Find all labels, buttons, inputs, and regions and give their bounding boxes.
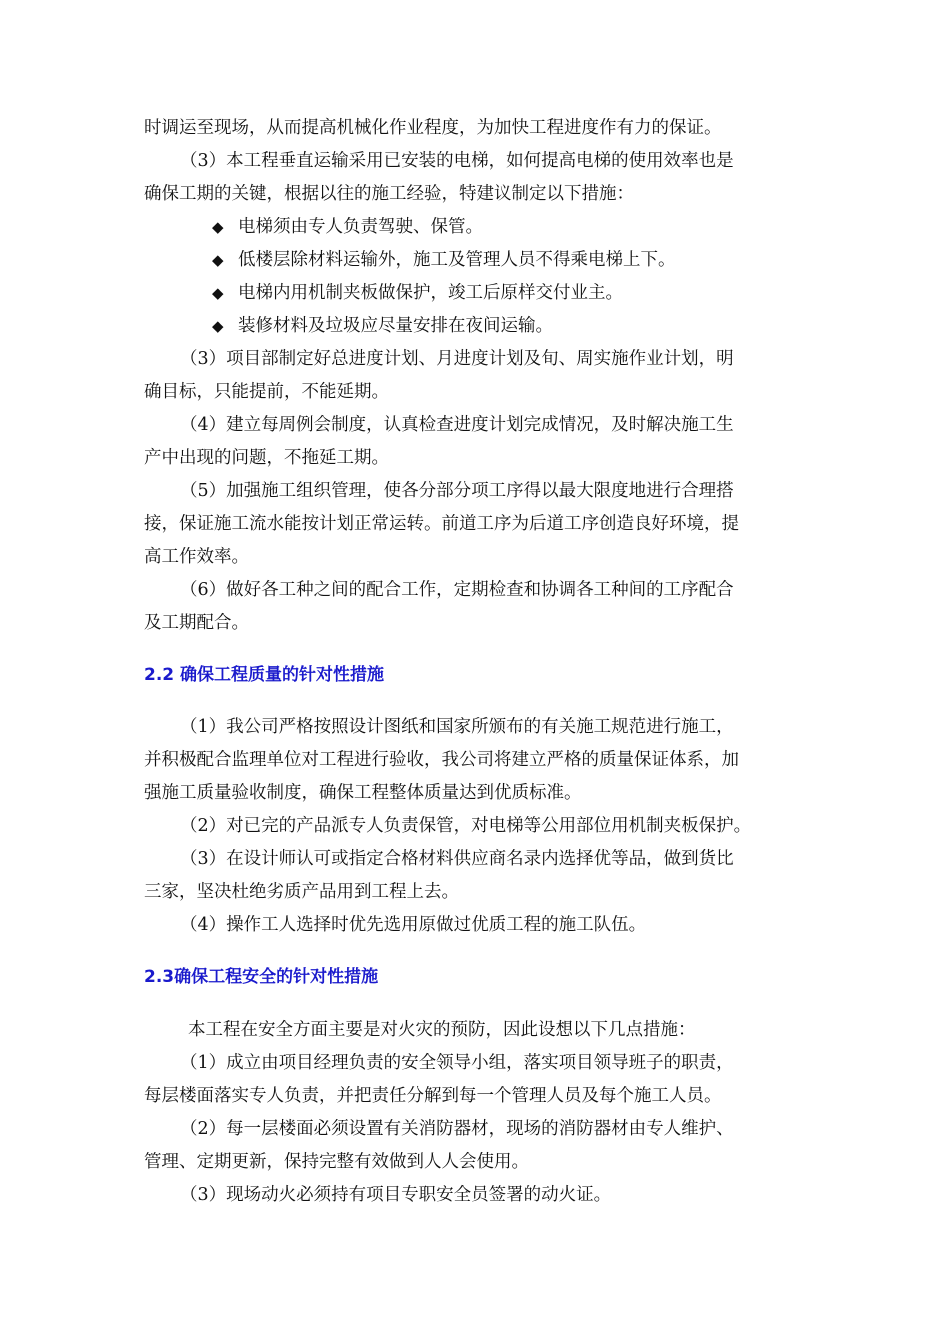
paragraph-line: 确保工期的关键，根据以往的施工经验，特建议制定以下措施： [144,184,634,204]
paragraph-line: （2）每一层楼面必须设置有关消防器材，现场的消防器材由专人维护、 [180,1119,734,1139]
paragraph-line: 管理、定期更新，保持完整有效做到人人会使用。 [144,1152,529,1172]
paragraph-line: 三家，坚决杜绝劣质产品用到工程上去。 [144,882,459,902]
diamond-bullet-icon: ◆ [212,317,224,335]
paragraph-line: （3）项目部制定好总进度计划、月进度计划及旬、周实施作业计划，明 [180,349,734,369]
paragraph-line: （3）在设计师认可或指定合格材料供应商名录内选择优等品，做到货比 [180,849,734,869]
paragraph-line: （6）做好各工种之间的配合工作，定期检查和协调各工种间的工序配合 [180,580,734,600]
bullet-item [212,316,553,336]
paragraph-line: （5）加强施工组织管理，使各分部分项工序得以最大限度地进行合理搭 [180,481,734,501]
paragraph-line: 高工作效率。 [144,547,249,567]
diamond-bullet-icon: ◆ [212,218,224,236]
paragraph-line: 每层楼面落实专人负责，并把责任分解到每一个管理人员及每个施工人员。 [144,1086,722,1106]
bullet-item [212,217,483,237]
paragraph-line: （2）对已完的产品派专人负责保管，对电梯等公用部位用机制夹板保护。 [180,816,752,836]
paragraph-line: 并积极配合监理单位对工程进行验收，我公司将建立严格的质量保证体系，加 [144,750,739,770]
bullet-item [212,250,676,270]
paragraph-line: （4）操作工人选择时优先选用原做过优质工程的施工队伍。 [180,915,647,935]
paragraph-line: 确目标，只能提前，不能延期。 [144,382,389,402]
paragraph-line: 强施工质量验收制度，确保工程整体质量达到优质标准。 [144,783,582,803]
bullet-item [212,283,623,303]
bullet-text: 电梯须由专人负责驾驶、保管。 [238,217,483,237]
section-heading: 2.2 确保工程质量的针对性措施 [144,665,385,685]
paragraph-line: （1）成立由项目经理负责的安全领导小组，落实项目领导班子的职责， [180,1053,734,1073]
bullet-text: 装修材料及垃圾应尽量安排在夜间运输。 [238,316,553,336]
section-heading: 2.3确保工程安全的针对性措施 [144,967,379,987]
bullet-text: 电梯内用机制夹板做保护，竣工后原样交付业主。 [238,283,623,303]
paragraph-line: （4）建立每周例会制度，认真检查进度计划完成情况，及时解决施工生 [180,415,734,435]
paragraph-line: （3）现场动火必须持有项目专职安全员签署的动火证。 [180,1185,612,1205]
bullet-text: 低楼层除材料运输外，施工及管理人员不得乘电梯上下。 [238,250,676,270]
paragraph-line: 本工程在安全方面主要是对火灾的预防，因此设想以下几点措施： [188,1020,696,1040]
diamond-bullet-icon: ◆ [212,284,224,302]
paragraph-line: 及工期配合。 [144,613,249,633]
diamond-bullet-icon: ◆ [212,251,224,269]
paragraph-line: 时调运至现场，从而提高机械化作业程度，为加快工程进度作有力的保证。 [144,118,722,138]
paragraph-line: 接，保证施工流水能按计划正常运转。前道工序为后道工序创造良好环境，提 [144,514,739,534]
paragraph-line: （1）我公司严格按照设计图纸和国家所颁布的有关施工规范进行施工， [180,717,734,737]
paragraph-line: 产中出现的问题，不拖延工期。 [144,448,389,468]
paragraph-line: （3）本工程垂直运输采用已安装的电梯，如何提高电梯的使用效率也是 [180,151,734,171]
